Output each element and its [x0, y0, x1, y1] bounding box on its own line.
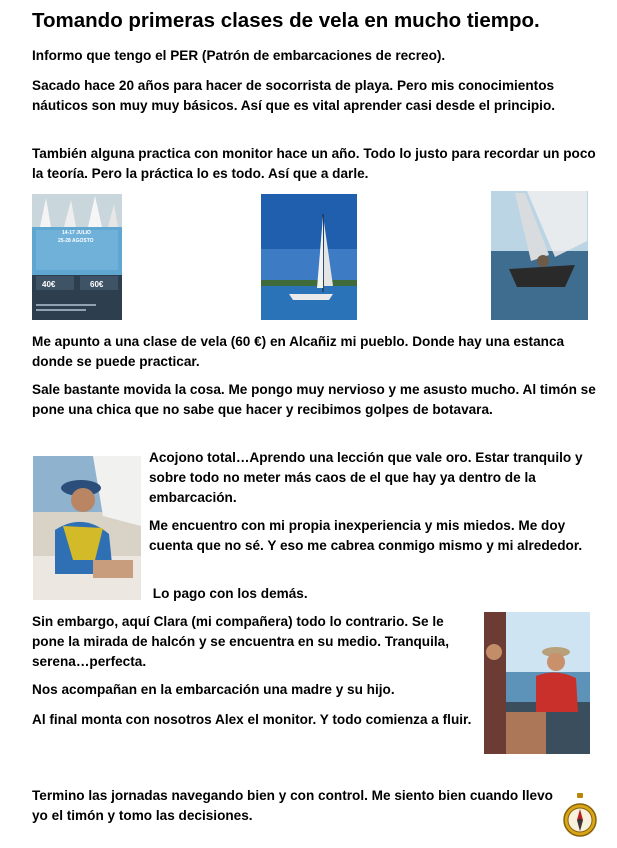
- paragraph-pago: Lo pago con los demás.: [149, 586, 308, 601]
- paragraph-socorrista: Sacado hace 20 años para hacer de socorrista de playa. Pero mis conocimientos náuticos son muy muy básicos. Así que es vital aprender casi desde el principio.: [32, 78, 556, 113]
- poster-dates-1: 14-17 JULIO: [62, 230, 91, 236]
- paragraph-movida: Sale bastante movida la cosa. Me pongo muy nervioso y me asusto mucho. Al timón se pone una chica que no sabe que hacer y recibimos golpes de botavara.: [32, 382, 596, 417]
- paragraph-clase-vela: Me apunto a una clase de vela (60 €) en Alcañiz mi pueblo. Donde hay una estanca donde se puede practicar.: [32, 334, 565, 369]
- man-sailing-photo: [33, 456, 141, 600]
- sailing-course-poster: [32, 194, 122, 320]
- poster-price-1: 40€: [42, 280, 56, 289]
- compass-icon: [562, 792, 598, 842]
- paragraph-practica: También alguna practica con monitor hace un año. Todo lo justo para recordar un poco la teoría. Pero la práctica lo es todo. Así que a darle.: [32, 146, 596, 181]
- paragraph-acojono: Acojono total…Aprendo una lección que vale oro. Estar tranquilo y sobre todo no meter más caos de el que hay ya dentro de la embarcación.: [149, 450, 583, 505]
- paragraph-clara: Sin embargo, aquí Clara (mi compañera) todo lo contrario. Se le pone la mirada de halcón y se encuentra en su medio. Tranquila, serena…perfecta.: [32, 614, 449, 669]
- poster-price-2: 60€: [90, 280, 104, 289]
- paragraph-inexperiencia: Me encuentro con mi propia inexperiencia y mis miedos. Me doy cuenta que no sé. Y eso me cabrea conmigo mismo y mi alrededor.: [149, 518, 583, 553]
- sailboat-photo: [261, 194, 357, 320]
- poster-dates-2: 25-28 AGOSTO: [58, 238, 94, 244]
- sailing-closeup-photo: [491, 191, 588, 320]
- paragraph-alex: Al final monta con nosotros Alex el monitor. Y todo comienza a fluir.: [32, 712, 472, 727]
- paragraph-termino: Termino las jornadas navegando bien y con control. Me siento bien cuando llevo yo el timón y tomo las decisiones.: [32, 788, 553, 823]
- paragraph-madre-hijo: Nos acompañan en la embarcación una madre y su hijo.: [32, 682, 395, 697]
- page-title: Tomando primeras clases de vela en mucho tiempo.: [32, 9, 540, 32]
- crew-group-photo: [484, 612, 590, 754]
- paragraph-per: Informo que tengo el PER (Patrón de embarcaciones de recreo).: [32, 48, 446, 63]
